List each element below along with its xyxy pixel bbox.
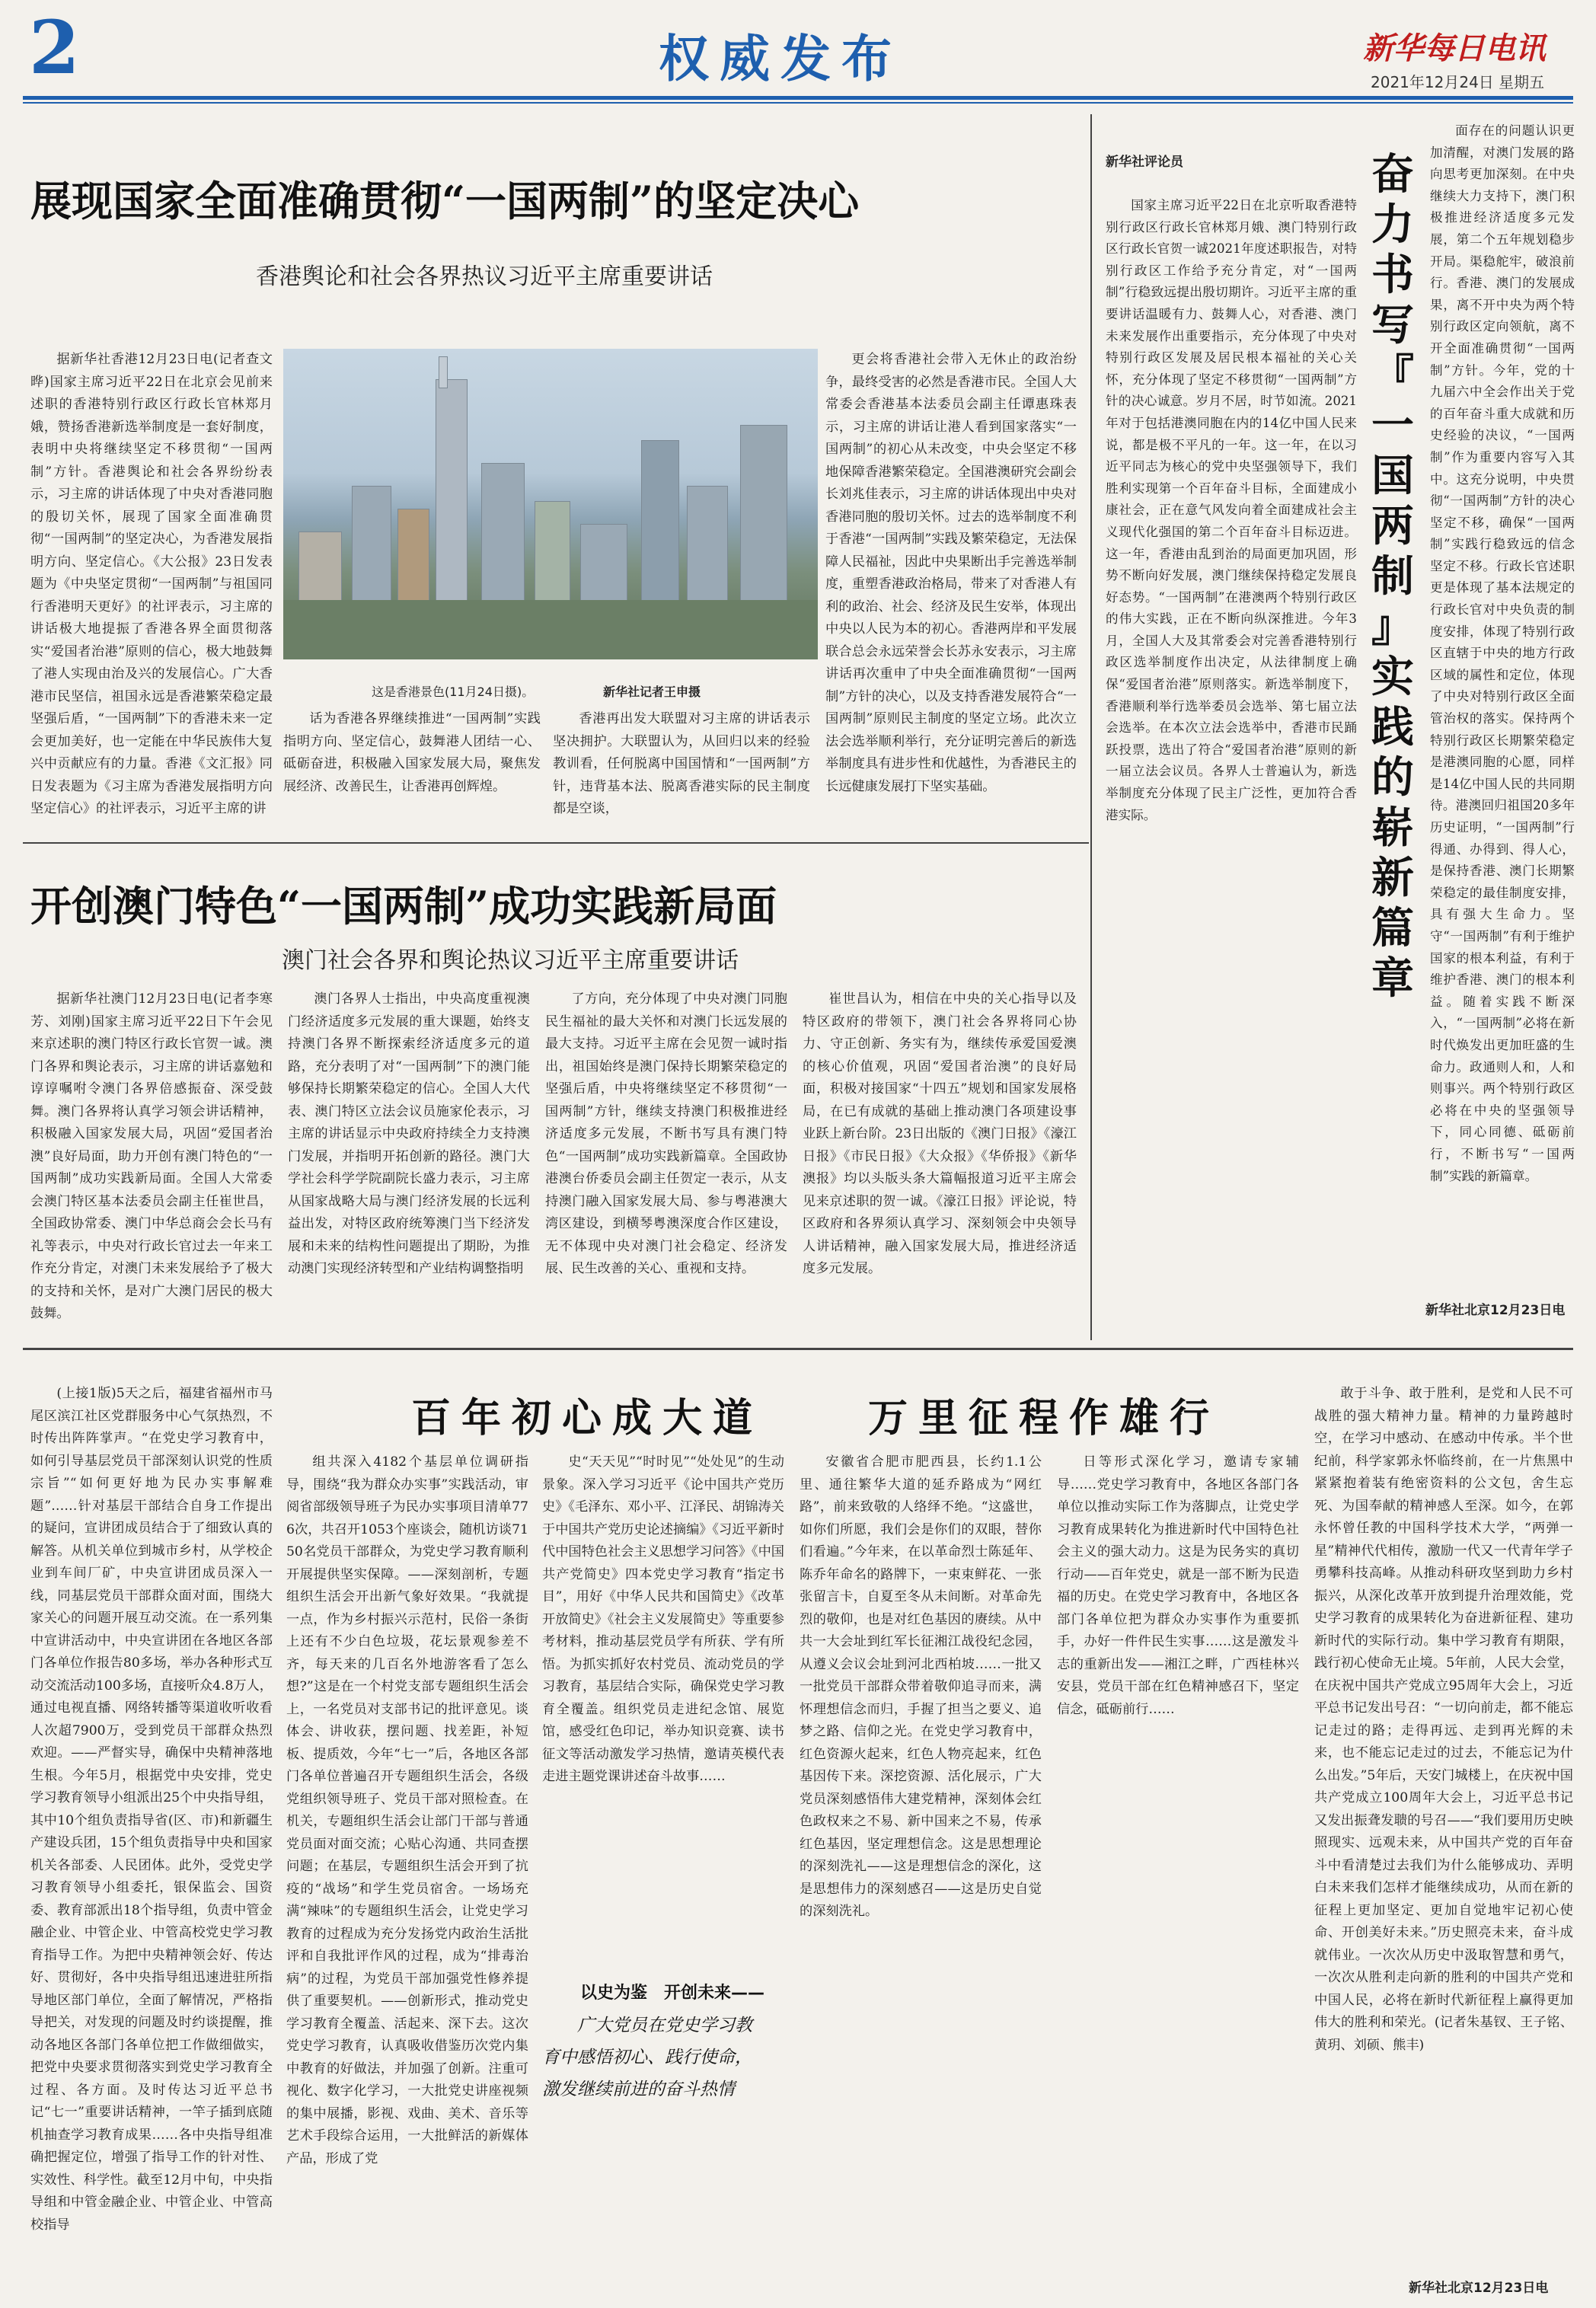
story1-col1: 据新华社香港12月23日电(记者查文晔)国家主席习近平22日在北京会见前来述职的香港特别行政区行政长官林郑月娥，赞扬香港新选举制度是一套好制度，表明中央将继续坚定不移贯彻“一国两制”方针。香港舆论和社会各界纷纷表示，习主席的讲话体现了中央对香港同胞的殷切关怀，展现了国家全面准确贯彻“一国两制”的坚定决心，为香港发展指明方向、坚定信心。《大公报》23日发表题为《中央坚定贯彻“一国两制”与祖国同行香港明天更好》的社评表示，习主席的讲话极大地提振了香港各界全面贯彻落实“爱国者治港”原则的信心，极大地鼓舞了港人实现由治及兴的发展信心。广大香港市民坚信，祖国永远是香港繁荣稳定最坚强后盾，“一国两制”下的香港未来一定会更加美好，也一定能在中华民族伟大复兴中贡献应有的力量。香港《文汇报》同日发表题为《习主席为香港发展指明方向坚定信心》的社评表示，习近平主席的讲	[30, 352, 273, 816]
story1-headline: 展现国家全面准确贯彻“一国两制”的坚定决心	[30, 177, 860, 225]
hong-kong-skyline-photo	[283, 349, 818, 659]
section-divider	[23, 1348, 1573, 1350]
story2-headline: 开创澳门特色“一国两制”成功实践新局面	[30, 882, 777, 931]
bottom-col4: 安徽省合肥市肥西县，长约1.1公里、通往繁华大道的延乔路成为“网红路”，前来致敬的人络绎不绝。“这盛世，如你们所愿，我们会是你们的双眼，替你们看遍。”今年来，在以革命烈士陈延年、陈乔年命名的路牌下，一束束鲜花、一张张留言卡，自夏至冬从未间断。对革命先烈的敬仰，也是对红色基因的赓续。从中共一大会址到红军长征湘江战役纪念园，从遵义会议会址到河北西柏坡……一批又一批党员干部群众带着敬仰追寻而来，满怀理想信念而归，手握了担当之要义、追梦之路、信仰之光。在党史学习教育中，红色资源火起来，红色人物亮起来，红色基因传下来。深挖资源、活化展示，广大党员深刻感悟伟大建党精神，深刻体会红色政权来之不易、新中国来之不易，传承红色基因，坚定理想信念。这是思想理论的深刻洗礼——这是理想信念的深化，这是思想伟力的深刻感召——这是历史自觉的深刻洗礼。	[800, 1454, 1042, 1919]
commentary-dateline: 新华社北京12月23日电	[1425, 1303, 1566, 1318]
masthead-rule	[23, 96, 1573, 100]
bottom-col6: 敢于斗争、敢于胜利，是党和人民不可战胜的强大精神力量。精神的力量跨越时空，在学习中感动、在感动中传承。半个世纪前，科学家郭永怀临终前，在一片焦黑中紧紧抱着装有绝密资料的公文包，舍生忘死、为国奉献的精神感人至深。如今，在郭永怀曾任教的中国科学技术大学，“两弹一星”精神代代相传，激励一代又一代青年学子勇攀科技高峰。从推动科研攻坚到助力乡村振兴，从深化改革开放到提升治理效能，党史学习教育的成果转化为奋进新征程、建功新时代的实际行动。集中学习教育有期限，践行初心使命无止境。5年前，人民大会堂，在庆祝中国共产党成立95周年大会上，习近平总书记发出号召：“一切向前走，都不能忘记走过的路；走得再远、走到再光辉的未来，也不能忘记走过的过去，不能忘记为什么出发。”5年后，天安门城楼上，在庆祝中国共产党成立100周年大会上，习近平总书记又发出振聋发聩的号召——“我们要用历史映照现实、远观未来，从中国共产党的百年奋斗中看清楚过去我们为什么能够成功、弄明白未来我们怎样才能继续成功，从而在新的征程上更加坚定、更加自觉地牢记初心使命、开创美好未来。”历史照亮未来，奋斗成就伟业。一次次从历史中汲取智慧和勇气，一次次从胜利走向新的胜利的中国共产党和中国人民，必将在新时代新征程上赢得更加伟大的胜利和荣光。(记者朱基钗、王子铭、黄玥、刘硕、熊丰)	[1314, 1386, 1573, 2053]
story1-col2: 话为香港各界继续推进“一国两制”实践指明方向、坚定信心，鼓舞港人团结一心、砥砺奋进，积极融入国家发展大局，聚焦发展经济、改善民生，让香港再创辉煌。	[283, 711, 541, 794]
story2-col1: 据新华社澳门12月23日电(记者李寒芳、刘刚)国家主席习近平22日下午会见来京述职的澳门特区行政长官贺一诚。澳门各界和舆论表示，习主席的讲话嘉勉和谆谆嘱咐令澳门各界倍感振奋、深受鼓舞。澳门各界将认真学习领会讲话精神，积极融入国家发展大局，巩固“爱国者治澳”良好局面，助力开创有澳门特色的“一国两制”成功实践新局面。全国人大常委会澳门特区基本法委员会副主任崔世昌，全国政协常委、澳门中华总商会会长马有礼等表示，中央对行政长官过去一年来工作充分肯定，对澳门未来发展给予了极大的支持和关怀，是对广大澳门居民的极大鼓舞。	[30, 991, 273, 1321]
bottom-col2: 组共深入4182个基层单位调研指导，围绕“我为群众办实事”实践活动，审阅省部级领导班子为民办实事项目清单776次，共召开1053个座谈会，随机访谈7150名党员干部群众，为党史学习教育顺利开展提供坚实保障。——深刻剖析，专题组织生活会开出新气象好效果。“我就提一点，作为乡村振兴示范村，民俗一条街上还有不少白色垃圾，花坛景观参差不齐，每天来的几百名外地游客看了怎么想?”这是在一个村党支部专题组织生活会上，一名党员对支部书记的批评意见。谈体会、讲收获，摆问题、找差距，补短板、提质效，今年“七一”后，各地区各部门各单位普遍召开专题组织生活会，各级党组织领导班子、党员干部对照检查。在机关，专题组织生活会让部门干部与普通党员面对面交流；心贴心沟通、共同查摆问题；在基层，专题组织生活会开到了抗疫的“战场”和学生党员宿舍。一场场充满“辣味”的专题组织生活会，让党史学习教育的过程成为充分发扬党内政治生活批评和自我批评作风的过程，成为“排毒治病”的过程，为党员干部加强党性修养提供了重要契机。——创新形式，推动党史学习教育全覆盖、活起来、深下去。这次党史学习教育，认真吸收借鉴历次党内集中教育的好做法，并加强了创新。注重可视化、数字化学习，一大批党史讲座视频的集中展播，影视、戏曲、美术、音乐等艺术手段综合运用，一大批鲜活的新媒体产品，形成了党	[286, 1454, 528, 2166]
issue-date: 2021年12月24日 星期五	[1371, 73, 1545, 91]
bottom-col3: 史“天天见”“时时见”“处处见”的生动景象。深入学习习近平《论中国共产党历史》《毛泽东、邓小平、江泽民、胡锦涛关于中国共产党历史论述摘编》《习近平新时代中国特色社会主义思想学习问答》《中国共产党简史》四本党史学习教育“指定书目”，用好《中华人民共和国简史》《改革开放简史》《社会主义发展简史》等重要参考材料，推动基层党员学有所获、学有所悟。为抓实抓好农村党员、流动党员的学习教育，基层结合实际，确保党史学习教育全覆盖。组织党员走进纪念馆、展览馆，感受红色印记，举办知识竞赛、读书征文等活动激发学习热情，邀请英模代表走进主题党课讲述奋斗故事……	[542, 1454, 784, 1784]
brand-logo: 新华每日电讯	[1363, 30, 1546, 66]
story2-subhead: 澳门社会各界和舆论热议习近平主席重要讲话	[282, 947, 739, 974]
banner-subtitle: 广大党员在党史学习教育中感悟初心、践行使命，激发继续前进的奋斗热情	[542, 2016, 752, 2099]
commentary-col1: 国家主席习近平22日在北京听取香港特别行政区行政长官林郑月娥、澳门特别行政区行政长官贺一诚2021年度述职报告，对特别行政区工作给予充分肯定，对“一国两制”行稳致远提出殷切期许。习近平主席的重要讲话温暖有力、鼓舞人心，对香港、澳门未来发展作出重要指示，充分体现了中央对特别行政区发展及居民根本福祉的关心关怀，充分体现了坚定不移贯彻“一国两制”方针的决心诚意。岁月不居，时节如流。2021年对于包括港澳同胞在内的14亿中国人民来说，都是极不平凡的一年。这一年，在以习近平同志为核心的党中央坚强领导下，我们胜利实现第一个百年奋斗目标，全面建成小康社会，正在意气风发向着全面建成社会主义现代化强国的第二个百年奋斗目标迈进。这一年，香港由乱到治的局面更加巩固，形势不断向好发展，澳门继续保持稳定发展良好态势。“一国两制”在港澳两个特别行政区的伟大实践，正在不断向纵深推进。今年3月，全国人大及其常委会对完善香港特别行政区选举制度作出决定，从法律制度上确保“爱国者治港”原则落实。新选举制度下，香港顺利举行选举委员会选举、第七届立法会选举。在本次立法会选举中，香港市民踊跃投票，选出了符合“爱国者治港”原则的新一届立法会议员。各界人士普遍认为，新选举制度充分体现了民主广泛性，更加符合香港实际。	[1106, 198, 1357, 822]
story2-col4: 崔世昌认为，相信在中央的关心指导以及特区政府的带领下，澳门社会各界将同心协力、守正创新、务实有为，继续传承爱国爱澳的核心价值观，巩固“爱国者治澳”的良好局面，积极对接国家“十四五”规划和国家发展格局，在已有成就的基础上推动澳门各项建设事业跃上新台阶。23日出版的《澳门日报》《濠江日报》《市民日报》《大众报》《华侨报》《新华澳报》均以头版头条大篇幅报道习近平主席会见来京述职的贺一诚。《濠江日报》评论说，特区政府和各界须认真学习、深刻领会中央领导人讲话精神，融入国家发展大局，推进经济适度多元发展。	[803, 991, 1077, 1276]
banner-title: 以史为鉴 开创未来——	[580, 1984, 765, 2003]
commentary-byline: 新华社评论员	[1106, 155, 1183, 170]
story2-col3: 了方向，充分体现了中央对澳门同胞民生福祉的最大关怀和对澳门长远发展的最大支持。习近平主席在会见贺一诚时指出，祖国始终是澳门保持长期繁荣稳定的坚强后盾，中央将继续坚定不移贯彻“一国两制”方针，继续支持澳门积极推进经济适度多元发展，不断书写具有澳门特色“一国两制”成功实践新篇章。全国政协港澳台侨委员会副主任贺定一表示，从支持澳门融入国家发展大局、参与粤港澳大湾区建设，到横琴粤澳深度合作区建设，无不体现中央对澳门社会稳定、经济发展、民生改善的关心、重视和支持。	[545, 991, 787, 1276]
photo-credit: 新华社记者王申摄	[603, 685, 701, 699]
bottom-col1: (上接1版)5天之后，福建省福州市马尾区滨江社区党群服务中心气氛热烈，不时传出阵阵掌声。“在党史学习教育中，如何引导基层党员干部深刻认识党的性质宗旨”“如何更好地为民办实事解难题”……针对基层干部结合自身工作提出的疑问，宣讲团成员结合于了细致认真的解答。从机关单位到城市乡村，从学校企业到车间厂矿，中央宣讲团成员深入一线，同基层党员干部群众面对面，围绕大家关心的问题开展互动交流。在一系列集中宣讲活动中，中央宣讲团在各地区各部门各单位作报告80多场，举办各种形式互动交流活动100多场，直接听众4.8万人，通过电视直播、网络转播等渠道收听收看人次超7900万，受到党员干部群众热烈欢迎。——严督实导，确保中央精神落地生根。今年5月，根据党中央安排，党史学习教育领导小组派出25个中央指导组，其中10个组负责指导省(区、市)和新疆生产建设兵团，15个组负责指导中央和国家机关各部委、人民团体。此外，受党史学习教育领导小组委托，银保监会、国资委、教育部派出18个指导组，负责中管金融企业、中管企业、中管高校党史学习教育指导工作。为把中央精神领会好、传达好、贯彻好，各中央指导组迅速进驻所指导地区部门单位，全面了解情况，严格指导把关，对发现的问题及时约谈提醒，推动各地区各部门各单位把工作做细做实，把党中央要求贯彻落实到党史学习教育全过程、各方面。及时传达习近平总书记“七一”重要讲话精神，一竿子插到底随机抽查学习教育成果……各中央指导组准确把握定位，增强了指导工作的针对性、实效性、科学性。截至12月中旬，中央指导组和中管金融企业、中管企业、中管高校指导	[30, 1386, 273, 2233]
bottom-title-left: 百年初心成大道	[411, 1395, 764, 1441]
story1-subhead: 香港舆论和社会各界热议习近平主席重要讲话	[256, 263, 713, 290]
commentary-headline: 奋 力 书 写 『 一 国 两 制 』 实 践 的 崭 新 篇 章	[1371, 149, 1414, 1004]
story-divider	[23, 842, 1089, 844]
page-number: 2	[29, 5, 80, 91]
masthead-rule-thin	[23, 102, 1573, 104]
bottom-dateline: 新华社北京12月23日电	[1409, 2281, 1549, 2296]
commentary-col2: 面存在的问题认识更加清醒，对澳门发展的路向思考更加深刻。在中央继续大力支持下，澳门积极推进经济适度多元发展，第二个五年规划稳步开局。渠稳舵牢，破浪前行。香港、澳门的发展成果，离不开中央为两个特别行政区定向领航，离不开全面准确贯彻“一国两制”方针。今年，党的十九届六中全会作出关于党的百年奋斗重大成就和历史经验的决议，“一国两制”作为重要内容写入其中。这充分说明，中央贯彻“一国两制”方针的决心坚定不移，确保“一国两制”实践行稳致远的信念坚定不移。行政长官述职更是体现了基本法规定的行政长官对中央负责的制度安排，体现了特别行政区直辖于中央的地方行政区域的属性和定位，体现了中央对特别行政区全面管治权的落实。保持两个特别行政区长期繁荣稳定是港澳同胞的心愿，同样是14亿中国人民的共同期待。港澳回归祖国20多年历史证明，“一国两制”行得通、办得到、得人心，是保持香港、澳门长期繁荣稳定的最佳制度安排，具有强大生命力。坚守“一国两制”有利于维护国家的根本利益，有利于维护香港、澳门的根本利益。随着实践不断深入，“一国两制”必将在新时代焕发出更加旺盛的生命力。政通则人和，人和则事兴。两个特别行政区必将在中央的坚强领导下，同心同德、砥砺前行，不断书写“一国两制”实践的新篇章。	[1430, 123, 1575, 1183]
bottom-col5: 日等形式深化学习，邀请专家辅导……党史学习教育中，各地区各部门各单位以推动实际工作为落脚点，让党史学习教育成果转化为推进新时代中国特色社会主义的强大动力。这是为民务实的真切行动——百年党史，就是一部不断为民造福的历史。在党史学习教育中，各地区各部门各单位把为群众办实事作为重要抓手，办好一件件民生实事……这是激发斗志的重新出发——湘江之畔，广西桂林兴安县，党员干部在红色精神感召下，坚定信念，砥砺前行……	[1057, 1454, 1299, 1717]
column-divider	[1090, 114, 1092, 1340]
story1-col4: 更会将香港社会带入无休止的政治纷争，最终受害的必然是香港市民。全国人大常委会香港基本法委员会副主任谭惠珠表示，习主席的讲话让港人看到国家落实“一国两制”的初心从未改变，中央会坚定不移地保障香港繁荣稳定。全国港澳研究会副会长刘兆佳表示，习主席的讲话体现出中央对香港同胞的殷切关怀。过去的选举制度不利于香港“一国两制”实践及繁荣稳定，无法保障人民福祉，因此中央果断出手完善选举制度，重塑香港政治格局，带来了对香港人有利的政治、社会、经济及民生安举，体现出中央以人民为本的初心。香港两岸和平发展联合总会永远荣誉会长苏永安表示，习主席讲话再次重申了中央全面准确贯彻“一国两制”方针的决心，以及支持香港发展符合“一国两制”原则民主制度的坚定立场。此次立法会选举顺利举行，充分证明完善后的新选举制度具有进步性和优越性，为香港民主的长远健康发展打下坚实基础。	[825, 352, 1077, 794]
bottom-title-right: 万里征程作雄行	[868, 1395, 1221, 1441]
story1-col3: 香港再出发大联盟对习主席的讲话表示坚决拥护。大联盟认为，从回归以来的经验教训看，任何脱离中国国情和“一国两制”方针，违背基本法、脱离香港实际的民主制度都是空谈，	[553, 711, 810, 816]
section-title: 权威发布	[659, 29, 902, 88]
photo-caption: 这是香港景色(11月24日摄)。	[372, 685, 535, 699]
story2-col2: 澳门各界人士指出，中央高度重视澳门经济适度多元发展的重大课题，始终支持澳门各界不断探索经济适度多元的道路，充分表明了对“一国两制”下的澳门能够保持长期繁荣稳定的信心。全国人大代表、澳门特区立法会议员施家伦表示，习主席的讲话显示中央政府持续全力支持澳门发展，并指明开拓创新的路径。澳门大学社会科学学院副院长盛力表示，习主席从国家战略大局与澳门经济发展的长远利益出发，对特区政府统筹澳门当下经济发展和未来的结构性问题提出了期盼，为推动澳门实现经济转型和产业结构调整指明	[288, 991, 530, 1276]
